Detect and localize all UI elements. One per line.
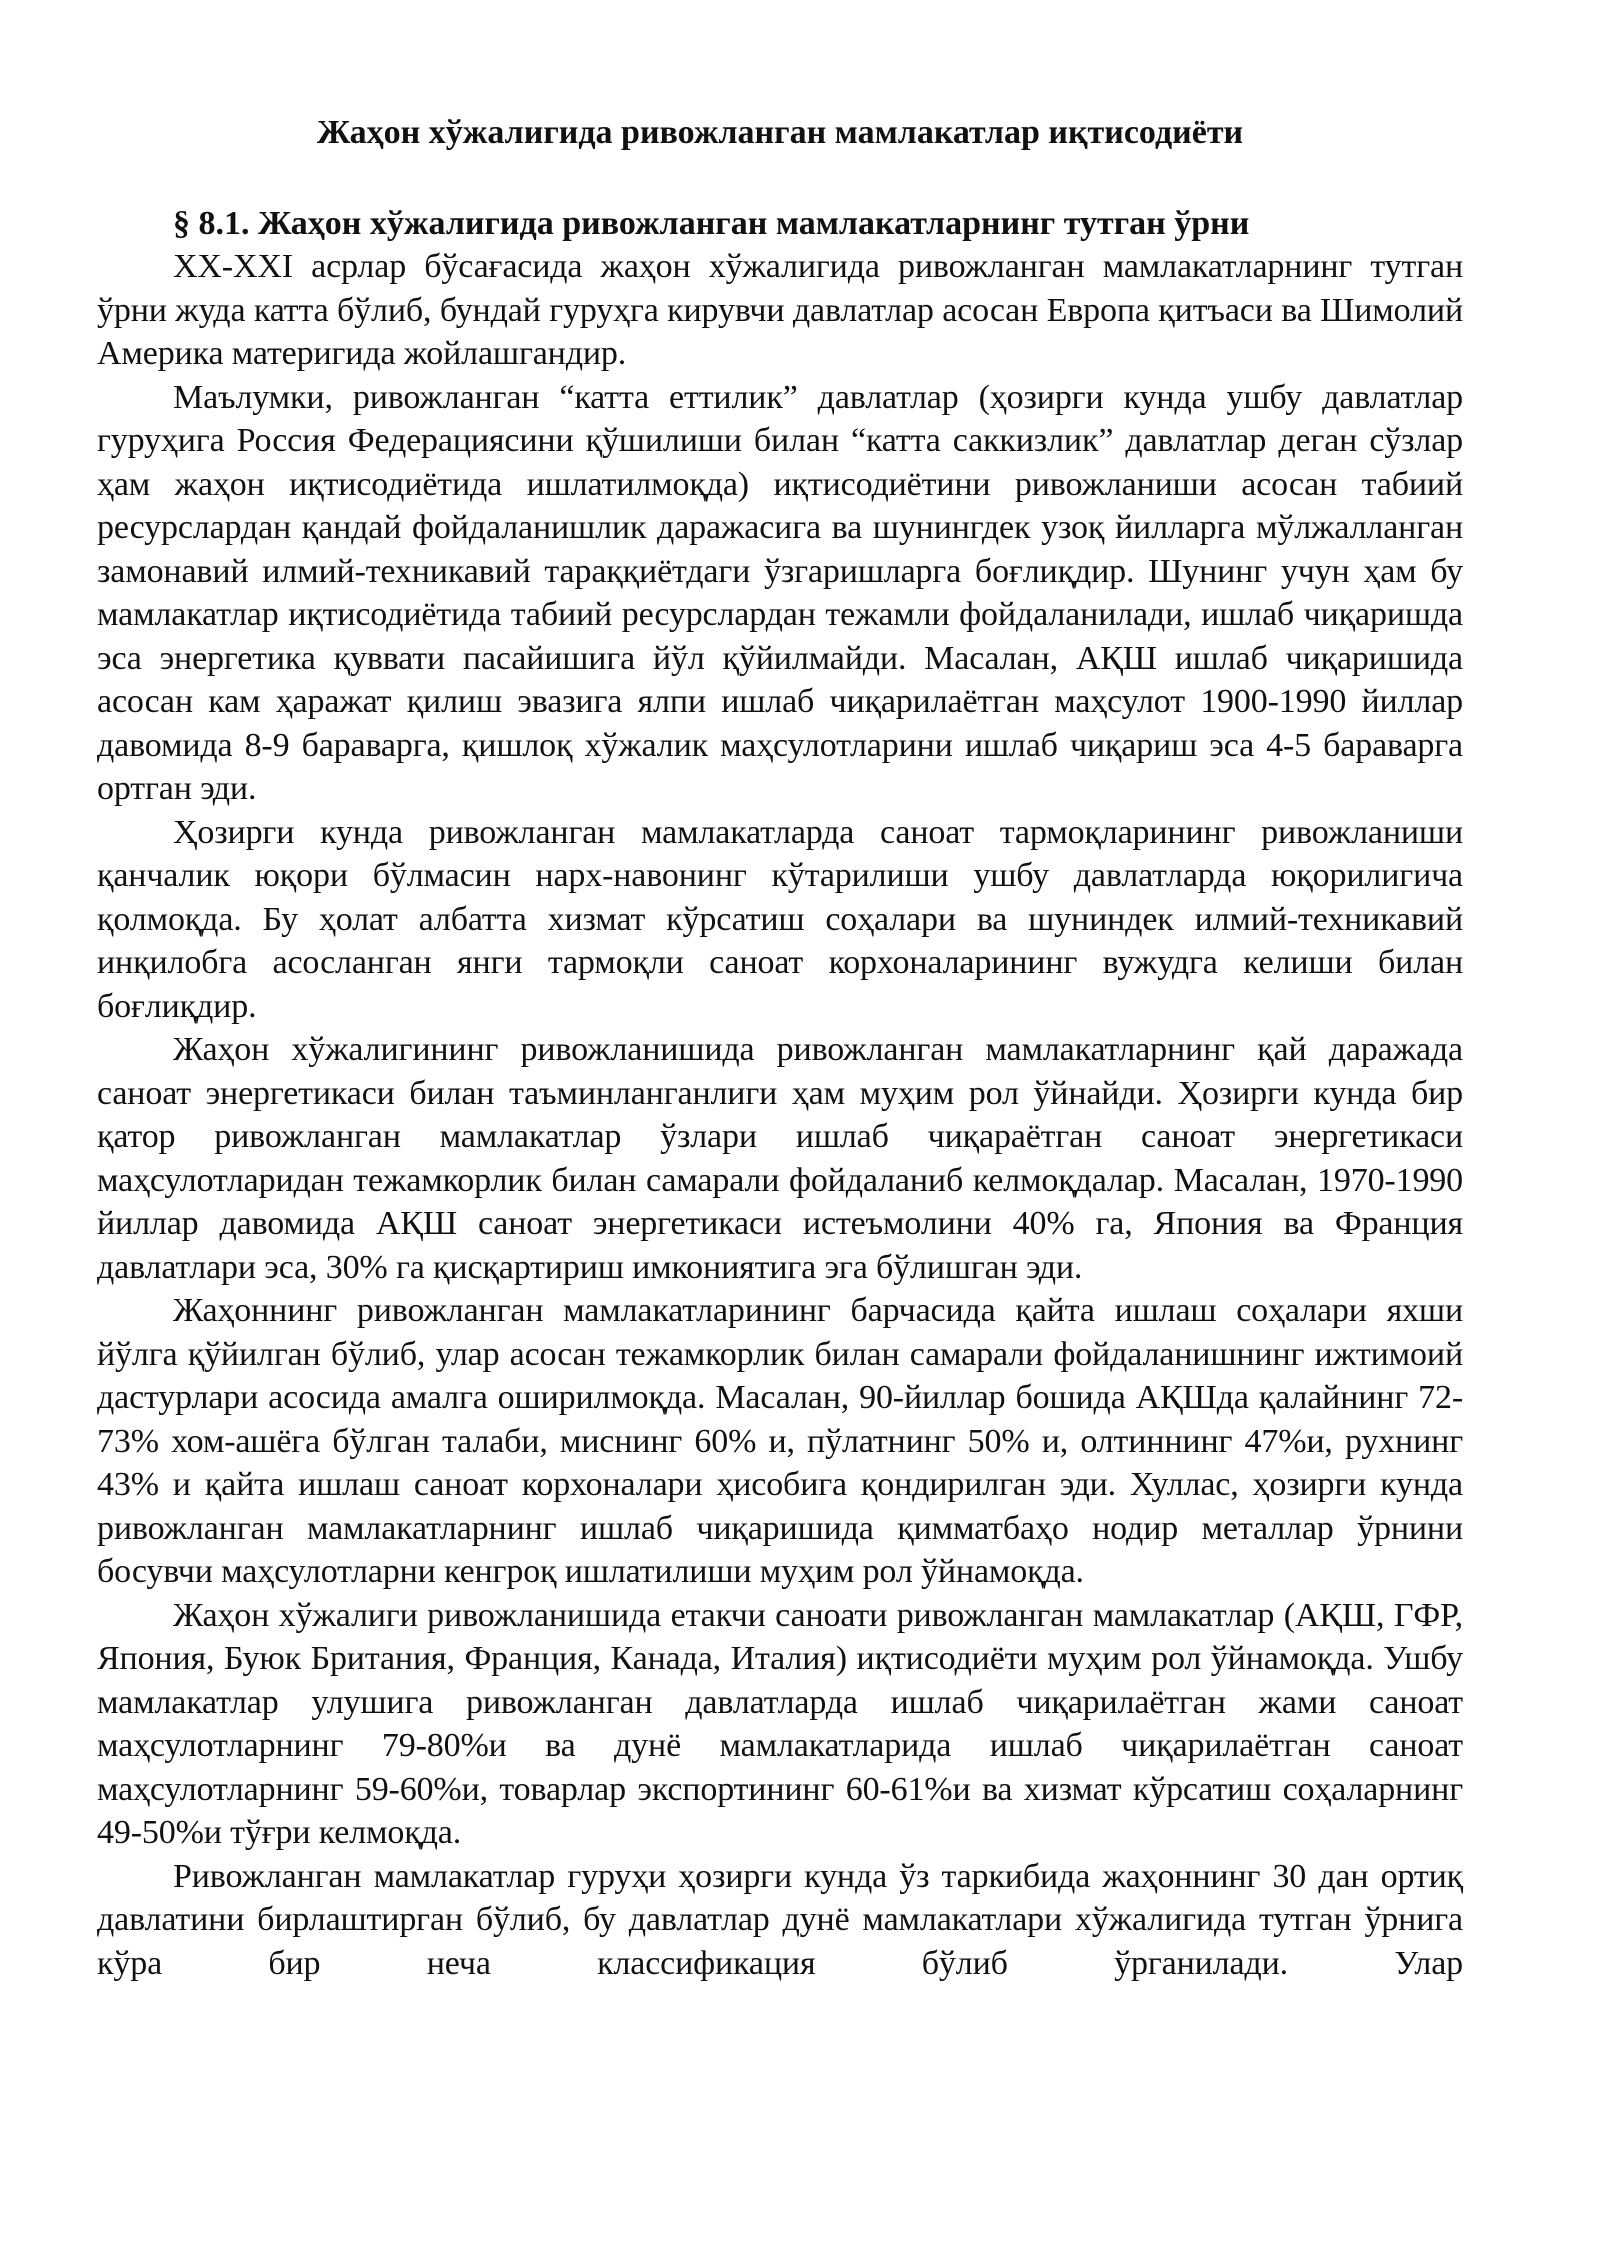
paragraph-2: Маълумки, ривожланган “катта еттилик” давлатлар (ҳозирги кунда ушбу давлатлар гуруҳига Россия Федерациясини қўшилиши билан “катта саккизлик” давлатлар деган сўзлар ҳам жаҳон иқтисодиётида ишлатилмоқда) иқтисодиётини ривожланиши асосан табиий ресурслардан қандай фойдаланишлик даражасига ва шунингдек узоқ йилларга мўлжалланган замонавий илмий-техникавий тараққиётдаги ўзгаришларга боғлиқдир. Шунинг учун ҳам бу мамлакатлар иқтисодиётида табиий ресурслардан тежамли фойдаланилади, ишлаб чиқаришда эса энергетика қуввати пасайишига йўл қўйилмайди. Масалан, АҚШ ишлаб чиқаришида асосан кам ҳаражат қилиш эвазига ялпи ишлаб чиқарилаётган маҳсулот 1900-1990 йиллар давомида 8-9 бараварга, қишлоқ хўжалик маҳсулотларини ишлаб чиқариш эса 4-5 бараварга ортган эди. bbox=[97, 378, 1463, 807]
paragraph-5: Жаҳоннинг ривожланган мамлакатларининг барчасида қайта ишлаш соҳалари яхши йўлга қўйилган бўлиб, улар асосан тежамкорлик билан самарали фойдаланишнинг ижтимоий дастурлари асосида амалга оширилмоқда. Масалан, 90-йиллар бошида АҚШда қалайнинг 72-73% хом-ашёга бўлган талаби, миснинг 60% и, пўлатнинг 50% и, олтиннинг 47%и, рухнинг 43% и қайта ишлаш саноат корхоналари ҳисобига қондирилган эди. Хуллас, ҳозирги кунда ривожланган мамлакатларнинг ишлаб чиқаришида қимматбаҳо нодир металлар ўрнини босувчи маҳсулотларни кенгроқ ишлатилиши муҳим рол ўйнамоқда. bbox=[97, 1292, 1463, 1590]
paragraph-6: Жаҳон хўжалиги ривожланишида етакчи саноати ривожланган мамлакатлар (АҚШ, ГФР, Япония, Буюк Британия, Франция, Канада, Италия) иқтисодиёти муҳим рол ўйнамоқда. Ушбу мамлакатлар улушига ривожланган давлатларда ишлаб чиқарилаётган жами саноат маҳсулотларнинг 79-80%и ва дунё мамлакатларида ишлаб чиқарилаётган саноат маҳсулотларнинг 59-60%и, товарлар экспортининг 60-61%и ва хизмат кўрсатиш соҳаларнинг 49-50%и тўғри келмоқда. bbox=[97, 1596, 1463, 1851]
document-title: Жаҳон хўжалигида ривожланган мамлакатлар иқтисодиёти bbox=[316, 114, 1244, 151]
paragraph-4: Жаҳон хўжалигининг ривожланишида ривожланган мамлакатларнинг қай даражада саноат энергетикаси билан таъминланганлиги ҳам муҳим рол ўйнайди. Ҳозирги кунда бир қатор ривожланган мамлакатлар ўзлари ишлаб чиқараётган саноат энергетикаси маҳсулотларидан тежамкорлик билан самарали фойдаланиб келмоқдалар. Масалан, 1970-1990 йиллар давомида АҚШ саноат энергетикаси истеъмолини 40% га, Япония ва Франция давлатлари эса, 30% га қисқартириш имкониятига эга бўлишган эди. bbox=[97, 1031, 1463, 1286]
paragraph-3: Ҳозирги кунда ривожланган мамлакатларда саноат тармоқларининг ривожланиши қанчалик юқори бўлмасин нарх-навонинг кўтарилиши ушбу давлатларда юқорилигича қолмоқда. Бу ҳолат албатта хизмат кўрсатиш соҳалари ва шуниндек илмий-техникавий инқилобга асосланган янги тармоқли саноат корхоналарининг вужудга келиши билан боғлиқдир. bbox=[97, 813, 1463, 1025]
document-page bbox=[97, 112, 1463, 1985]
section-title: § 8.1. Жаҳон хўжалигида ривожланган мамлакатларнинг тутган ўрни bbox=[173, 205, 1250, 242]
paragraph-7: Ривожланган мамлакатлар гуруҳи ҳозирги кунда ўз таркибида жаҳоннинг 30 дан ортиқ давлатини бирлаштирган бўлиб, бу давлатлар дунё мамлакатлари хўжалигида тутган ўрнига кўра бир неча классификация бўлиб ўрганилади. Улар bbox=[97, 1857, 1463, 1982]
paragraph-1: XX-XXI асрлар бўсағасида жаҳон хўжалигида ривожланган мамлакатларнинг тутган ўрни жуда катта бўлиб, бундай гуруҳга кирувчи давлатлар асосан Европа қитъаси ва Шимолий Америка материгида жойлашгандир. bbox=[97, 248, 1463, 372]
